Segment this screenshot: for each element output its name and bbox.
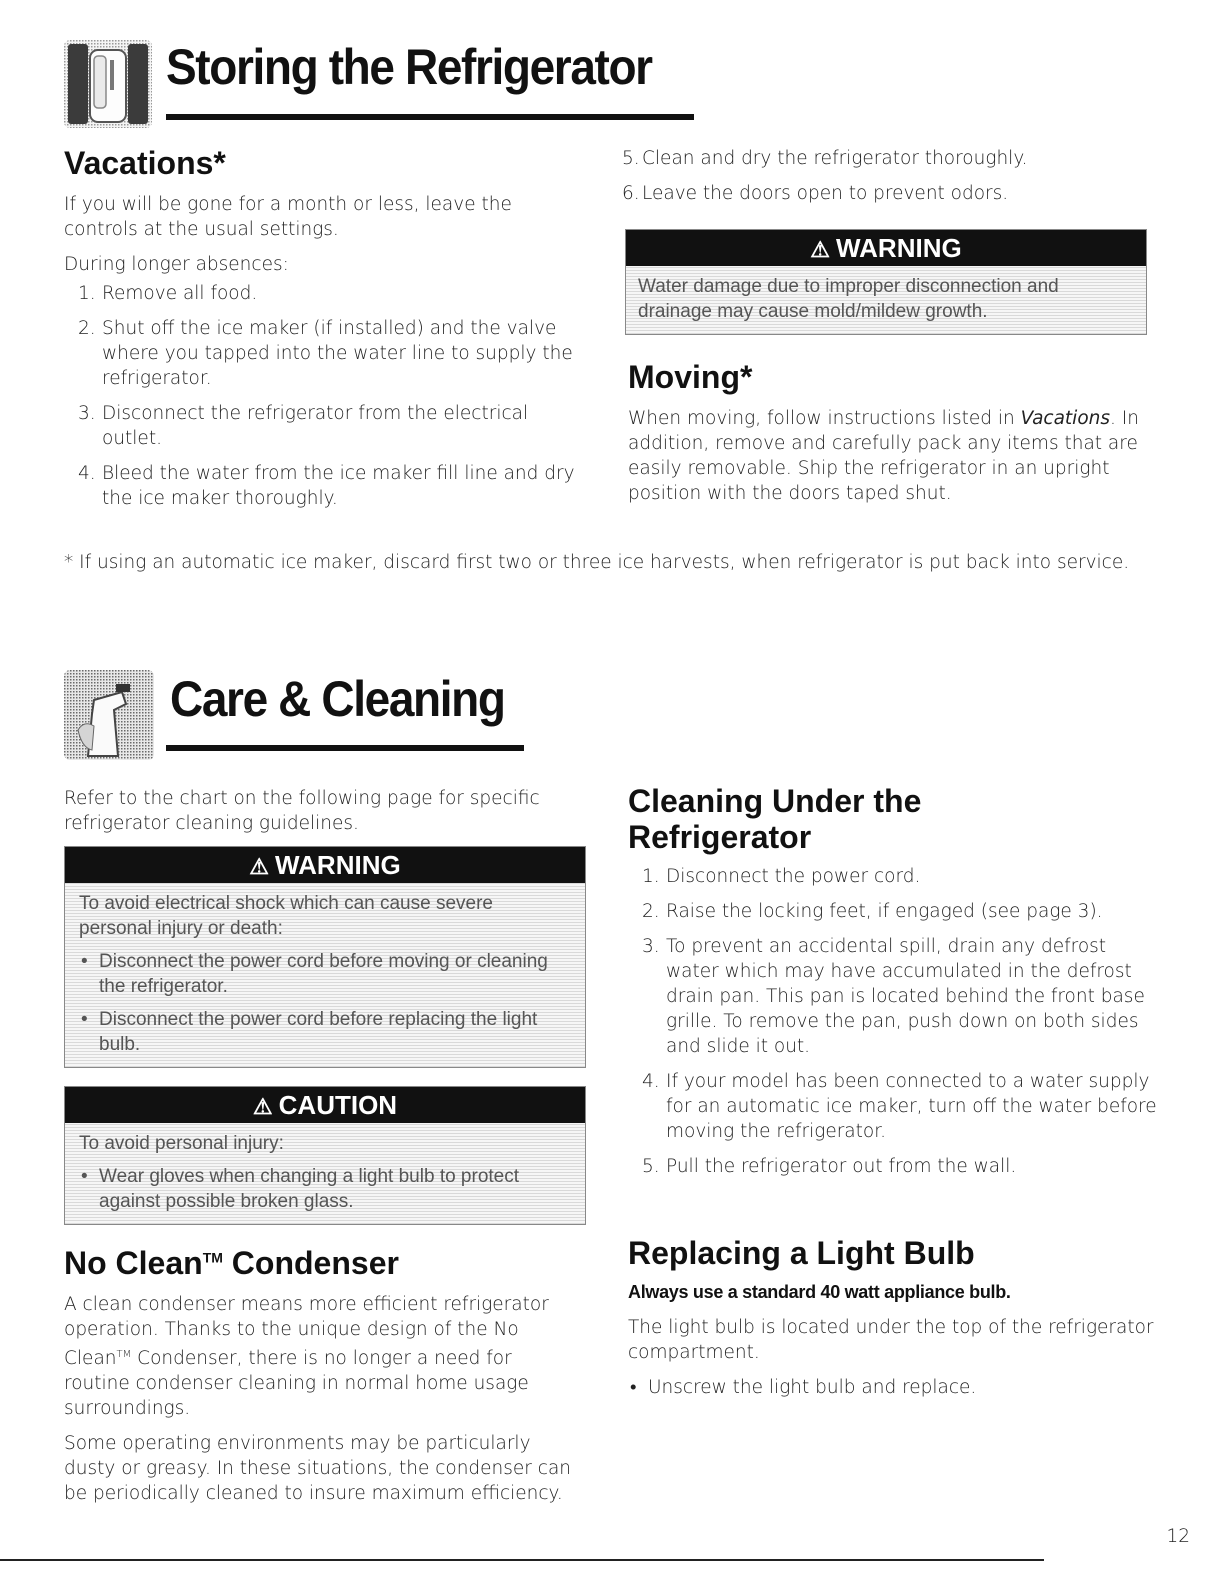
no-clean-para-1: A clean condenser means more efficient refrigerator operation. Thanks to the unique design of the No Clean™ Condenser, there is no longer a need for routine condenser cleaning in normal home usage surroundings. — [64, 1293, 549, 1419]
moving-text: When moving, follow instructions listed in Vacations. In addition, remove and carefully pack any items that are easily removable. Ship the refrigerator in an upright position with the doors taped shut. — [628, 407, 1139, 504]
light-bulb-heading: Replacing a Light Bulb — [628, 1235, 975, 1271]
vacations-intro: If you will be gone for a month or less, leave the controls at the usual settings. — [64, 193, 512, 240]
list-item: • Disconnect the power cord before replacing the light bulb. — [79, 1007, 569, 1057]
list-item: • Wear gloves when changing a light bulb to protect against possible broken glass. — [79, 1164, 569, 1214]
no-clean-para-2: Some operating environments may be particularly dusty or greasy. In these situations, the condenser can be periodically cleaned to insure maximum efficiency. — [64, 1432, 572, 1504]
chapter-title-care: Care & Cleaning — [170, 671, 505, 727]
moving-heading: Moving* — [628, 359, 753, 395]
warning-water-damage — [625, 229, 1147, 335]
caution-personal-injury — [64, 1086, 586, 1225]
caution-text: To avoid personal injury: • Wear gloves when changing a light bulb to protect against possible broken glass. — [65, 1123, 585, 1224]
list-item: 1. Remove all food. — [78, 282, 258, 304]
chapter-title-underline — [166, 745, 524, 751]
light-bulb-subhead: Always use a standard 40 watt appliance bulb. — [628, 1281, 1011, 1302]
warning-header: ⚠ WARNING — [65, 847, 585, 883]
warning-triangle-icon: ⚠ — [249, 854, 270, 879]
chapter-title-underline — [166, 114, 694, 120]
warning-text: Water damage due to improper disconnection and drainage may cause mold/mildew growth. — [626, 266, 1146, 334]
warning-electrical-shock — [64, 846, 586, 1068]
warning-triangle-icon: ⚠ — [252, 1094, 273, 1119]
spray-bottle-icon — [64, 670, 154, 760]
list-item: 3. Disconnect the refrigerator from the electrical outlet. — [78, 402, 529, 449]
vacations-section — [64, 146, 584, 521]
warning-text: To avoid electrical shock which can cause severe personal injury or death: • Disconnect the power cord before moving or cleaning the refrigerator. • Disconnect the power cord before replacing the light bulb. — [65, 883, 585, 1067]
no-clean-heading: No Clean™ Condenser — [64, 1245, 399, 1281]
no-clean-condenser-section — [64, 1246, 574, 1516]
cleaning-under-section — [628, 784, 1158, 1189]
list-item: • Unscrew the light bulb and replace. — [628, 1375, 1158, 1400]
list-item: 4. Bleed the water from the ice maker fill line and dry the ice maker thoroughly. — [78, 462, 575, 509]
list-item: 6. Leave the doors open to prevent odors. — [622, 183, 1009, 204]
warning-triangle-icon: ⚠ — [810, 237, 831, 262]
vacations-steps-continued — [622, 146, 1152, 216]
cleaning-under-heading: Cleaning Under the Refrigerator — [628, 783, 922, 855]
list-item: 2. Shut off the ice maker (if installed) and the valve where you tapped into the water line to supply the refrigerator. — [78, 317, 573, 389]
light-bulb-section — [628, 1236, 1158, 1400]
list-item: • Disconnect the power cord before moving or cleaning the refrigerator. — [79, 949, 569, 999]
footnote: * If using an automatic ice maker, discard first two or three ice harvests, when refrigerator is put back into service. — [64, 552, 1130, 573]
list-item: 1. Disconnect the power cord. — [642, 865, 921, 887]
longer-absences-label: During longer absences: — [64, 253, 289, 275]
list-item: 4. If your model has been connected to a water supply for an automatic ice maker, turn off the water before moving the refrigerator. — [642, 1070, 1157, 1142]
refrigerator-icon — [64, 40, 152, 128]
list-item: 5. Pull the refrigerator out from the wall. — [642, 1155, 1017, 1177]
moving-section — [628, 360, 1148, 516]
list-item: 3. To prevent an accidental spill, drain any defrost water which may have accumulated in the defrost drain pan. This pan is located behind the front base grille. To remove the pan, push down on both sides and slide it out. — [642, 935, 1145, 1057]
list-item: 2. Raise the locking feet, if engaged (see page 3). — [642, 900, 1103, 922]
vacations-heading: Vacations* — [64, 145, 226, 181]
care-intro: Refer to the chart on the following page for specific refrigerator cleaning guidelines. — [64, 788, 540, 834]
footer-rule — [0, 1559, 1044, 1561]
page-number: 12 — [1166, 1526, 1190, 1547]
warning-header: ⚠ WARNING — [626, 230, 1146, 266]
caution-header: ⚠ CAUTION — [65, 1087, 585, 1123]
light-bulb-para: The light bulb is located under the top of the refrigerator compartment. — [628, 1316, 1154, 1363]
chapter-title-storing: Storing the Refrigerator — [166, 39, 652, 95]
list-item: 5. Clean and dry the refrigerator thoroughly. — [622, 148, 1028, 169]
